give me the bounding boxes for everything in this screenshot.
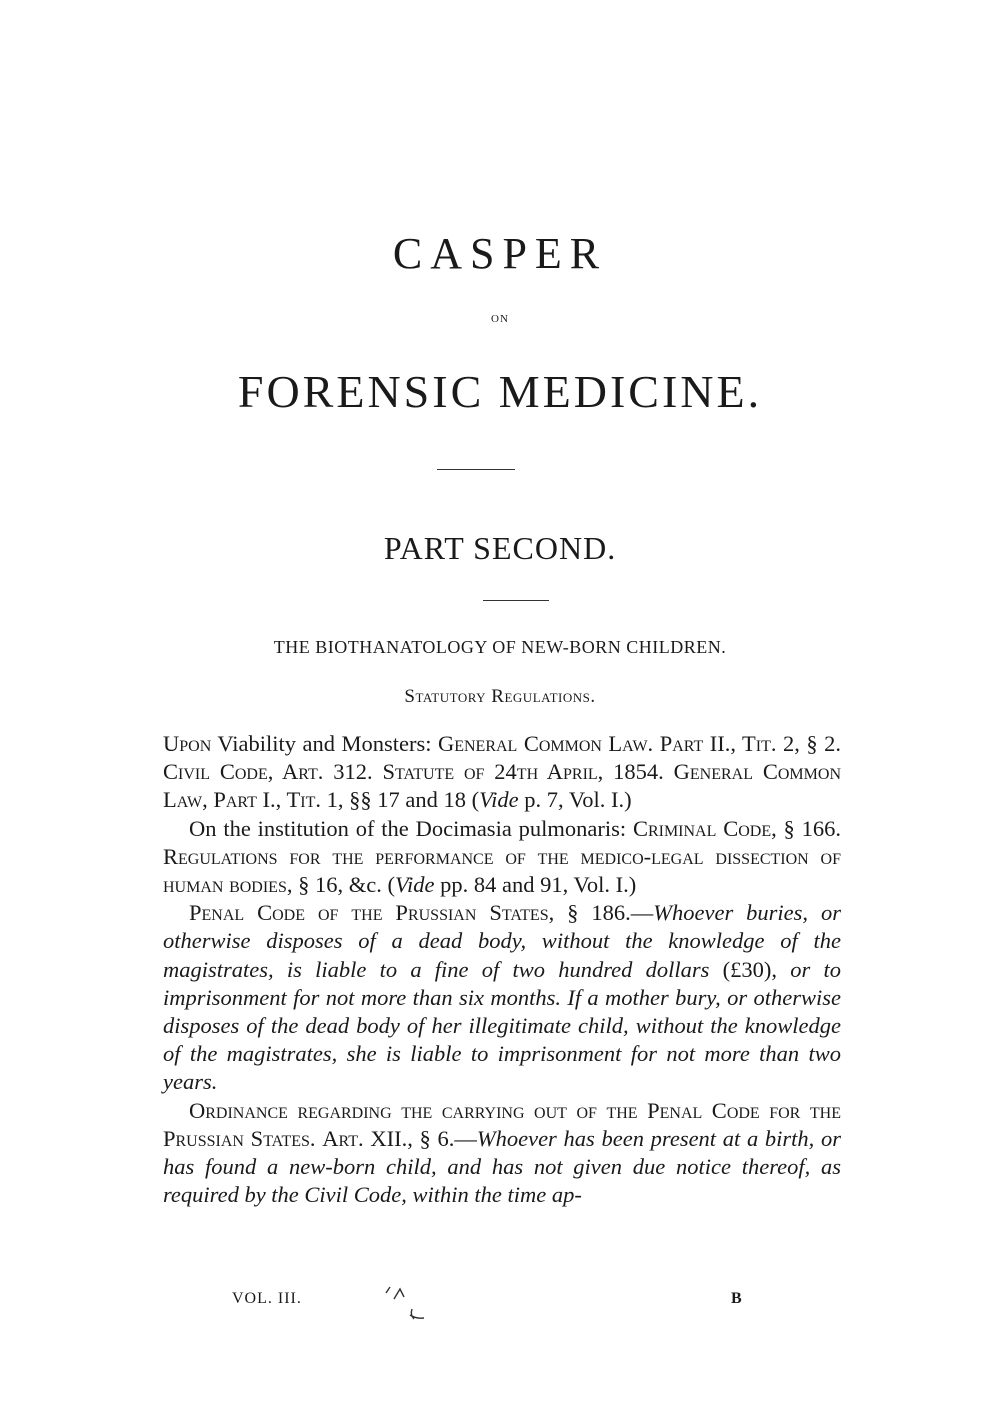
text-run: 1854. [603,759,674,785]
text-run: General Common Law, Part I., Tit. [163,759,841,813]
text-run: Viability and Monsters: [211,731,438,756]
handwritten-mark-icon [380,1285,430,1325]
paragraph-penal-code [163,899,841,1096]
signature-mark: B [731,1290,743,1307]
text-run: 1, §§ 17 and 18 ( [320,787,480,813]
text-run: Art. [322,1125,364,1151]
paragraph-ordinance [163,1097,841,1210]
text-run: § 186.— [554,900,654,926]
divider-rule-middle [483,600,549,601]
text-run: § 166. [776,815,841,841]
text-run: pp. 84 and 91, Vol. I.) [434,872,637,898]
text-run: Vide [394,872,435,898]
text-run: Whoever has been present at a birth, or has found a new-born child, and has not given due notice thereof, as required by the Civil Code, within the time ap- [163,1125,842,1208]
section-heading: Statutory Regulations. [404,686,596,707]
text-run: Ordinance regarding the carrying out of the Penal Code for the Prussian States. [163,1097,841,1151]
text-run: Penal Code of the Prussian States, [189,900,555,926]
text-run: Whoever buries, or otherwise disposes of a dead body, without the knowledge of the magistrates, is liable to a fine of two hundred dollars [163,900,841,982]
author-title: CASPER [392,229,608,278]
text-run: (£30), [709,956,791,982]
text-run: General Common Law. [437,731,654,756]
text-run: On the institution of the Docimasia pulmonaris: [189,815,633,841]
text-run: § 16, &c. ( [292,872,395,898]
text-run: p. 7, Vol. I.) [518,787,632,813]
text-run: Part II., Tit. 2, § 2. Civil Code, Art. 312. Statute of 24th April, [163,731,842,785]
divider-rule-top [437,469,515,470]
text-run: or to imprisonment for not more than six months. If a mother bury, or otherwise disposes of the dead body of her illegitimate child, without the knowledge of the magistrates, she is liable to imprisonment for not more than two years. [163,956,841,1095]
subject-title: FORENSIC MEDICINE. [237,366,763,417]
paragraph-viability [163,730,841,815]
text-run: XII., § 6.— [363,1125,477,1151]
chapter-heading: THE BIOTHANATOLOGY OF NEW-BORN CHILDREN. [273,637,727,657]
paragraph-docimasia [163,815,841,900]
body-text [163,730,841,1209]
text-run: Criminal Code, [632,815,777,841]
text-run: Vide [479,787,519,813]
text-run: Upon [163,731,212,756]
text-run: Regulations for the performance of the medico-legal dissection of human bodies, [163,843,841,898]
part-heading: PART SECOND. [383,530,617,566]
volume-footer: VOL. III. [232,1290,302,1307]
on-word: ON [491,313,509,325]
